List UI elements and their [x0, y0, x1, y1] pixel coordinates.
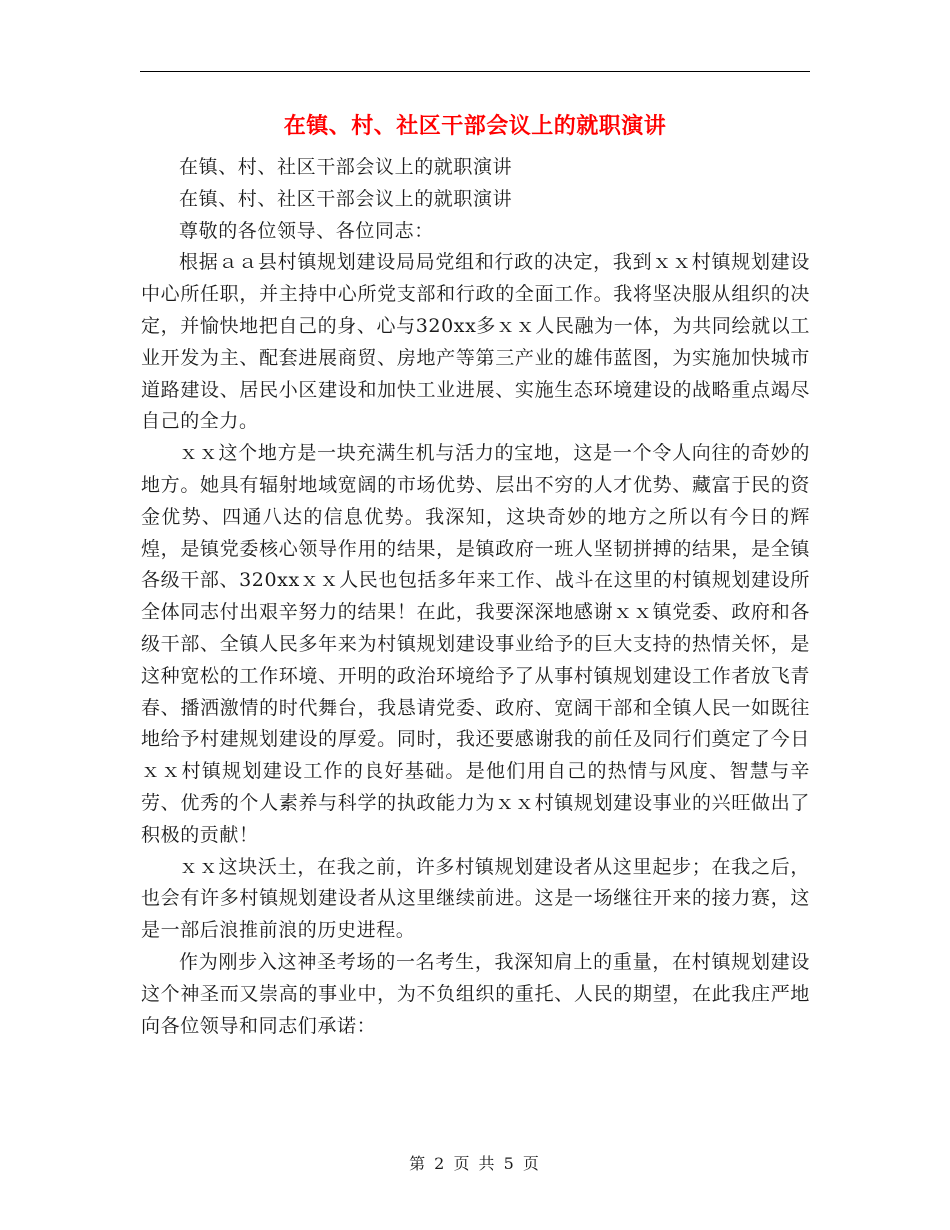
header-rule: [140, 71, 810, 72]
paragraph-heading-1: 在镇、村、社区干部会议上的就职演讲: [179, 156, 513, 178]
paragraph-salutation: 尊敬的各位领导、各位同志：: [179, 219, 434, 242]
paragraph-pledge: 作为刚步入这神圣考场的一名考生，我深知肩上的重量，在村镇规划建设这个神圣而又崇高的事业中，为不负组织的重托、人民的期望，在此我庄严地向各位领导和同志们承诺：: [141, 950, 810, 1037]
document-title: 在镇、村、社区干部会议上的就职演讲: [283, 113, 667, 139]
paragraph-gratitude: ｘｘ这个地方是一块充满生机与活力的宝地，这是一个令人向往的奇妙的地方。她具有辐射地域宽阔的市场优势、层出不穷的人才优势、藏富于民的资金优势、四通八达的信息优势。我深知，这块奇妙的地方之所以有今日的辉煌，是镇党委核心领导作用的结果，是镇政府一班人坚韧拼搏的结果，是全镇各级干部、320xxｘｘ人民也包括多年来工作、战斗在这里的村镇规划建设所全体同志付出艰辛努力的结果！在此，我要深深地感谢ｘｘ镇党委、政府和各级干部、全镇人民多年来为村镇规划建设事业给予的巨大支持的热情关怀，是这种宽松的工作环境、开明的政治环境给予了从事村镇规划建设工作者放飞青春、播洒激情的时代舞台，我恳请党委、政府、宽阔干部和全镇人民一如既往地给予村建规划建设的厚爱。同时，我还要感谢我的前任及同行们奠定了今日ｘｘ村镇规划建设工作的良好基础。是他们用自己的热情与风度、智慧与辛劳、优秀的个人素养与科学的执政能力为ｘｘ村镇规划建设事业的兴旺做出了积极的贡献！: [141, 442, 810, 846]
paragraph-appointment: 根据ａａ县村镇规划建设局局党组和行政的决定，我到ｘｘ村镇规划建设中心所任职，并主持中心所党支部和行政的全面工作。我将坚决服从组织的决定，并愉快地把自己的身、心与320xx多ｘｘ人民融为一体，为共同绘就以工业开发为主、配套进展商贸、房地产等第三产业的雄伟蓝图，为实施加快城市道路建设、居民小区建设和加快工业进展、实施生态环境建设的战略重点竭尽自己的全力。: [141, 251, 810, 433]
page-number: 第 2 页 共 5 页: [409, 1154, 541, 1173]
document-body: [141, 152, 810, 1042]
paragraph-relay: ｘｘ这块沃土，在我之前，许多村镇规划建设者从这里起步；在我之后，也会有许多村镇规划建设者从这里继续前进。这是一场继往开来的接力赛，这是一部后浪推前浪的历史进程。: [141, 855, 810, 942]
paragraph-heading-2: 在镇、村、社区干部会议上的就职演讲: [179, 187, 513, 210]
